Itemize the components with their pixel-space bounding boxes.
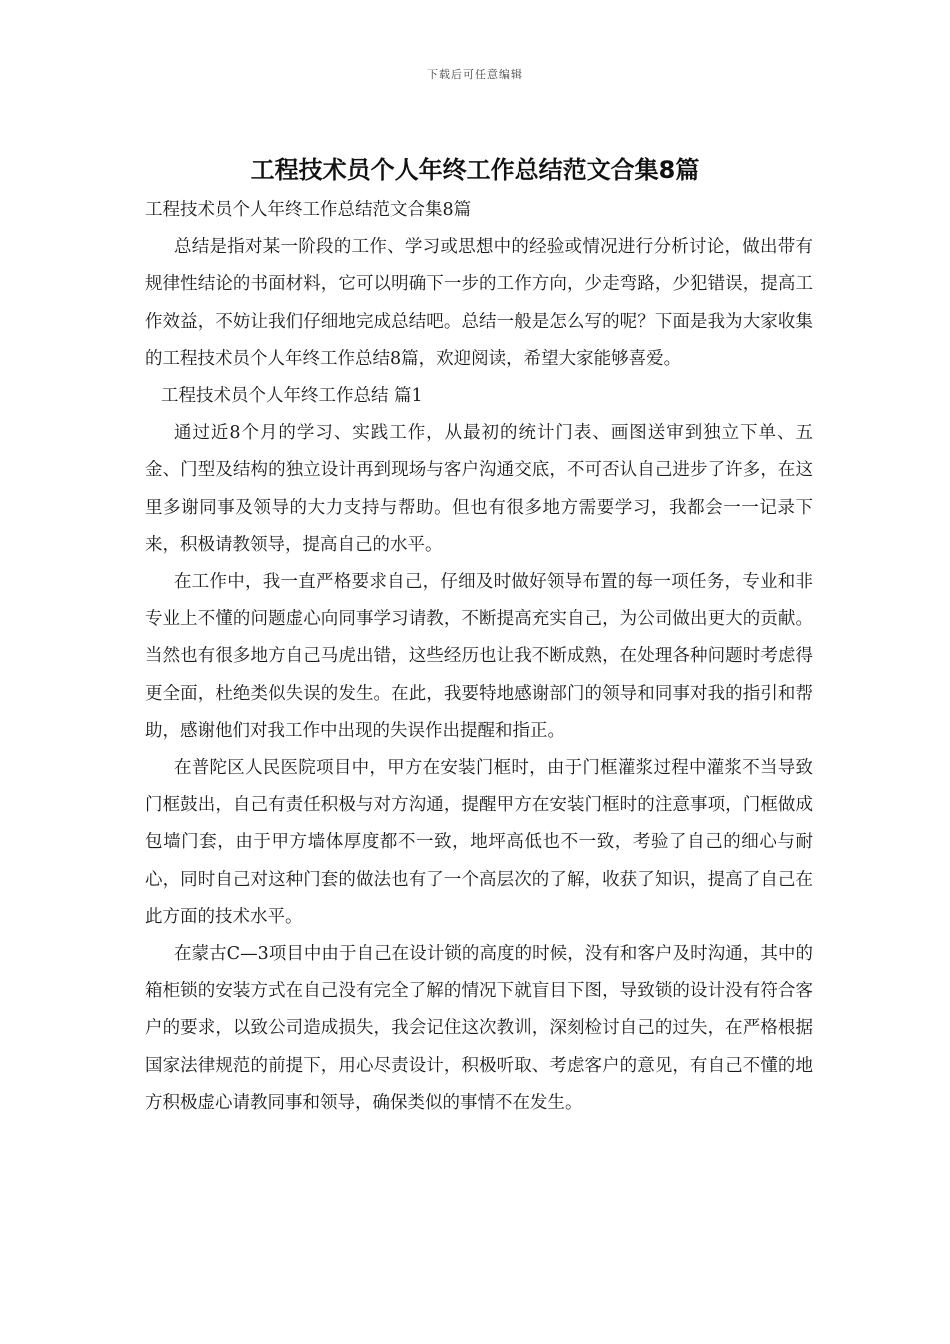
intro-paragraph: 总结是指对某一阶段的工作、学习或思想中的经验或情况进行分析讨论，做出带有规律性结论的书面材料，它可以明确下一步的工作方向，少走弯路，少犯错误，提高工作效益，不妨让我们仔细地完成总结吧。总结一般是怎么写的呢？下面是我为大家收集的工程技术员个人年终工作总结8篇，欢迎阅读，希望大家能够喜爱。	[145, 237, 813, 369]
section-heading: 工程技术员个人年终工作总结 篇1	[161, 386, 423, 407]
body-paragraph-1: 通过近8个月的学习、实践工作，从最初的统计门表、画图送审到独立下单、五金、门型及结构的独立设计再到现场与客户沟通交底，不可否认自己进步了许多，在这里多谢同事及领导的大力支持与帮助。但也有很多地方需要学习，我都会一一记录下来，积极请教领导，提高自己的水平。	[145, 423, 813, 555]
body-paragraph-4: 在蒙古C—3项目中由于自己在设计锁的高度的时候，没有和客户及时沟通，其中的箱柜锁的安装方式在自己没有完全了解的情况下就盲目下图，导致锁的设计没有符合客户的要求，以致公司造成损失，我会记住这次教训，深刻检讨自己的过失，在严格根据国家法律规范的前提下，用心尽责设计，积极听取、考虑客户的意见，有自己不懂的地方积极虚心请教同事和领导，确保类似的事情不在发生。	[145, 944, 813, 1113]
document-title: 工程技术员个人年终工作总结范文合集8篇	[250, 156, 700, 184]
body-paragraph-3: 在普陀区人民医院项目中，甲方在安装门框时，由于门框灌浆过程中灌浆不当导致门框鼓出，自己有责任积极与对方沟通，提醒甲方在安装门框时的注意事项，门框做成包墙门套，由于甲方墙体厚度都不一致，地坪高低也不一致，考验了自己的细心与耐心，同时自己对这种门套的做法也有了一个高层次的了解，收获了知识，提高了自己在此方面的技术水平。	[145, 758, 813, 927]
document-body	[145, 192, 813, 1122]
document-subtitle: 工程技术员个人年终工作总结范文合集8篇	[145, 200, 472, 220]
body-paragraph-2: 在工作中，我一直严格要求自己，仔细及时做好领导布置的每一项任务，专业和非专业上不懂的问题虚心向同事学习请教，不断提高充实自己，为公司做出更大的贡献。当然也有很多地方自己马虎出错，这些经历也让我不断成熟，在处理各种问题时考虑得更全面，杜绝类似失误的发生。在此，我要特地感谢部门的领导和同事对我的指引和帮助，感谢他们对我工作中出现的失误作出提醒和指正。	[145, 572, 813, 741]
header-note: 下载后可任意编辑	[427, 68, 523, 81]
